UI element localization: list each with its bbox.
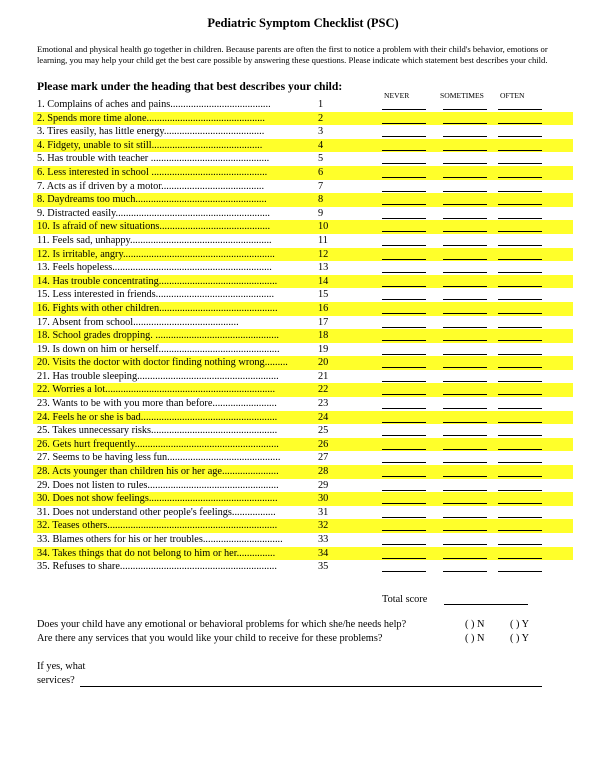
answer-blank-sometimes[interactable] xyxy=(443,490,487,491)
answer-blank-sometimes[interactable] xyxy=(443,422,487,423)
symptom-text: 3. Tires easily, has little energy....................................... xyxy=(37,126,265,138)
answer-blank-often[interactable] xyxy=(498,571,542,572)
answer-blank-often[interactable] xyxy=(498,340,542,341)
symptom-number: 12 xyxy=(318,248,329,260)
answer-blank-never[interactable] xyxy=(382,517,426,518)
symptom-row xyxy=(0,220,606,234)
answer-blank-never[interactable] xyxy=(382,150,426,151)
symptom-number: 6 xyxy=(318,166,324,178)
answer-blank-often[interactable] xyxy=(498,109,542,110)
symptom-row xyxy=(0,234,606,248)
symptom-text: 17. Absent from school......................................... xyxy=(37,316,239,328)
answer-blank-never[interactable] xyxy=(382,367,426,368)
answer-blank-often[interactable] xyxy=(498,394,542,395)
symptom-number: 10 xyxy=(318,221,329,233)
answer-blank-often[interactable] xyxy=(498,191,542,192)
symptom-row xyxy=(0,519,606,533)
answer-blank-sometimes[interactable] xyxy=(443,272,487,273)
answer-blank-sometimes[interactable] xyxy=(443,109,487,110)
column-header-often: OFTEN xyxy=(500,91,525,100)
answer-blank-often[interactable] xyxy=(498,245,542,246)
column-header-sometimes: SOMETIMES xyxy=(440,91,484,100)
page-title: Pediatric Symptom Checklist (PSC) xyxy=(207,16,399,30)
answer-blank-sometimes[interactable] xyxy=(443,367,487,368)
symptom-number: 32 xyxy=(318,520,329,532)
answer-blank-sometimes[interactable] xyxy=(443,408,487,409)
answer-blank-sometimes[interactable] xyxy=(443,476,487,477)
symptom-row xyxy=(0,383,606,397)
symptom-number: 26 xyxy=(318,438,329,450)
symptom-row xyxy=(0,275,606,289)
answer-blank-sometimes[interactable] xyxy=(443,259,487,260)
symptom-row xyxy=(0,248,606,262)
answer-blank-often[interactable] xyxy=(498,462,542,463)
symptom-row xyxy=(0,506,606,520)
symptom-text: 35. Refuses to share............................................................. xyxy=(37,561,277,573)
symptom-number: 15 xyxy=(318,289,329,301)
answer-blank-never[interactable] xyxy=(382,449,426,450)
symptom-number: 19 xyxy=(318,343,329,355)
symptom-number: 22 xyxy=(318,384,329,396)
symptom-text: 25. Takes unnecessary risks................................................. xyxy=(37,425,278,437)
symptom-text: 27. Seems to be having less fun............................................ xyxy=(37,452,281,464)
symptom-row xyxy=(0,560,606,574)
intro-paragraph: Emotional and physical health go together in children. Because parents are often the first to notice a problem with their child's behavior, emotions or learning, you may help your child get the best care possible by answering these questions. Please indicate which statement best describes your child. xyxy=(37,44,548,66)
symptom-number: 29 xyxy=(318,479,329,491)
symptom-row xyxy=(0,424,606,438)
answer-blank-never[interactable] xyxy=(382,354,426,355)
symptom-text: 18. School grades dropping. ................................................ xyxy=(37,330,279,342)
answer-blank-sometimes[interactable] xyxy=(443,150,487,151)
symptom-text: 29. Does not listen to rules................................................... xyxy=(37,479,279,491)
answer-blank-often[interactable] xyxy=(498,354,542,355)
symptom-row xyxy=(0,166,606,180)
answer-blank-never[interactable] xyxy=(382,245,426,246)
symptom-number: 28 xyxy=(318,466,329,478)
symptom-row xyxy=(0,479,606,493)
symptom-text: 28. Acts younger than children his or her age...................... xyxy=(37,466,279,478)
symptom-text: 11. Feels sad, unhappy....................................................... xyxy=(37,234,272,246)
answer-blank-often[interactable] xyxy=(498,123,542,124)
answer-blank-never[interactable] xyxy=(382,109,426,110)
symptom-text: 19. Is down on him or herself............................................... xyxy=(37,343,280,355)
symptom-row xyxy=(0,180,606,194)
answer-blank-sometimes[interactable] xyxy=(443,544,487,545)
symptom-text: 1. Complains of aches and pains....................................... xyxy=(37,99,271,110)
answer-blank-sometimes[interactable] xyxy=(443,245,487,246)
answer-blank-never[interactable] xyxy=(382,136,426,137)
answer-blank-often[interactable] xyxy=(498,150,542,151)
symptom-row xyxy=(0,139,606,153)
symptom-row xyxy=(0,152,606,166)
answer-blank-often[interactable] xyxy=(498,272,542,273)
column-header-never: NEVER xyxy=(384,91,410,100)
answer-blank-sometimes[interactable] xyxy=(443,571,487,572)
symptom-text: 15. Less interested in friends.............................................. xyxy=(37,289,275,301)
symptom-number: 7 xyxy=(318,180,324,192)
answer-blank-never[interactable] xyxy=(382,435,426,436)
answer-blank-never[interactable] xyxy=(382,408,426,409)
symptom-row xyxy=(0,112,606,126)
instruction-heading: Please mark under the heading that best describes your child: xyxy=(37,80,343,93)
answer-blank-often[interactable] xyxy=(498,299,542,300)
symptom-row xyxy=(0,261,606,275)
answer-blank-often[interactable] xyxy=(498,259,542,260)
answer-blank-often[interactable] xyxy=(498,503,542,504)
symptom-number: 27 xyxy=(318,452,329,464)
symptom-text: 26. Gets hurt frequently........................................................ xyxy=(37,438,279,450)
answer-blank-sometimes[interactable] xyxy=(443,299,487,300)
symptom-row xyxy=(0,329,606,343)
question2-no-option[interactable]: ( ) N xyxy=(465,633,485,644)
answer-blank-often[interactable] xyxy=(498,517,542,518)
symptom-number: 30 xyxy=(318,493,329,505)
answer-blank-often[interactable] xyxy=(498,408,542,409)
answer-blank-sometimes[interactable] xyxy=(443,394,487,395)
symptom-number: 31 xyxy=(318,506,329,518)
symptom-text: 10. Is afraid of new situations........................................... xyxy=(37,221,271,233)
symptom-text: 30. Does not show feelings.................................................. xyxy=(37,493,278,505)
symptom-text: 24. Feels he or she is bad..................................................... xyxy=(37,411,278,423)
answer-blank-never[interactable] xyxy=(382,327,426,328)
answer-blank-often[interactable] xyxy=(498,367,542,368)
symptom-number: 4 xyxy=(318,139,324,151)
symptom-number: 17 xyxy=(318,316,329,328)
answer-blank-sometimes[interactable] xyxy=(443,136,487,137)
symptom-row xyxy=(0,193,606,207)
symptom-number: 13 xyxy=(318,262,329,274)
symptom-text: 4. Fidgety, unable to sit still........................................... xyxy=(37,139,263,151)
answer-blank-never[interactable] xyxy=(382,462,426,463)
symptom-row xyxy=(0,125,606,139)
answer-blank-often[interactable] xyxy=(498,313,542,314)
symptom-text: 13. Feels hopeless.............................................................. xyxy=(37,262,272,274)
answer-blank-sometimes[interactable] xyxy=(443,231,487,232)
answer-blank-sometimes[interactable] xyxy=(443,204,487,205)
symptom-number: 3 xyxy=(318,126,324,138)
symptom-row xyxy=(0,302,606,316)
total-score-field[interactable] xyxy=(444,604,528,605)
answer-blank-sometimes[interactable] xyxy=(443,435,487,436)
answer-blank-often[interactable] xyxy=(498,544,542,545)
answer-blank-sometimes[interactable] xyxy=(443,327,487,328)
symptom-row xyxy=(0,288,606,302)
answer-blank-never[interactable] xyxy=(382,163,426,164)
answer-blank-sometimes[interactable] xyxy=(443,218,487,219)
symptom-text: 9. Distracted easily............................................................ xyxy=(37,207,270,219)
answer-blank-often[interactable] xyxy=(498,435,542,436)
answer-blank-never[interactable] xyxy=(382,490,426,491)
symptom-list xyxy=(0,98,606,574)
symptom-number: 1 xyxy=(318,99,324,110)
answer-blank-often[interactable] xyxy=(498,558,542,559)
answer-blank-never[interactable] xyxy=(382,191,426,192)
answer-blank-sometimes[interactable] xyxy=(443,313,487,314)
symptom-number: 11 xyxy=(318,234,328,246)
answer-blank-often[interactable] xyxy=(498,286,542,287)
symptom-number: 25 xyxy=(318,425,329,437)
answer-blank-sometimes[interactable] xyxy=(443,354,487,355)
symptom-number: 2 xyxy=(318,112,324,124)
answer-blank-sometimes[interactable] xyxy=(443,286,487,287)
answer-blank-sometimes[interactable] xyxy=(443,123,487,124)
question1-no-option[interactable]: ( ) N xyxy=(465,619,485,630)
symptom-row xyxy=(0,451,606,465)
question-services: Are there any services that you would like your child to receive for these problems? xyxy=(37,633,383,644)
symptom-row xyxy=(0,465,606,479)
symptom-text: 2. Spends more time alone.............................................. xyxy=(37,112,265,124)
symptom-number: 8 xyxy=(318,194,324,206)
answer-blank-never[interactable] xyxy=(382,571,426,572)
symptom-number: 34 xyxy=(318,547,329,559)
symptom-text: 32. Teases others.................................................................. xyxy=(37,520,278,532)
answer-blank-sometimes[interactable] xyxy=(443,340,487,341)
answer-blank-never[interactable] xyxy=(382,381,426,382)
answer-blank-never[interactable] xyxy=(382,422,426,423)
answer-blank-sometimes[interactable] xyxy=(443,558,487,559)
answer-blank-never[interactable] xyxy=(382,340,426,341)
answer-blank-never[interactable] xyxy=(382,530,426,531)
answer-blank-often[interactable] xyxy=(498,218,542,219)
answer-blank-never[interactable] xyxy=(382,204,426,205)
symptom-row xyxy=(0,316,606,330)
answer-blank-sometimes[interactable] xyxy=(443,517,487,518)
symptom-row xyxy=(0,370,606,384)
question-emotional-problems: Does your child have any emotional or behavioral problems for which she/he needs help? xyxy=(37,619,407,630)
answer-blank-never[interactable] xyxy=(382,259,426,260)
symptom-number: 35 xyxy=(318,561,329,573)
services-field[interactable] xyxy=(80,686,542,687)
symptom-number: 14 xyxy=(318,275,329,287)
symptom-text: 6. Less interested in school ............................................. xyxy=(37,166,268,178)
symptom-row xyxy=(0,356,606,370)
symptom-text: 5. Has trouble with teacher .............................................. xyxy=(37,153,270,165)
symptom-number: 9 xyxy=(318,207,324,219)
symptom-row xyxy=(0,343,606,357)
answer-blank-never[interactable] xyxy=(382,394,426,395)
answer-blank-never[interactable] xyxy=(382,558,426,559)
symptom-text: 22. Worries a lot.................................................................. xyxy=(37,384,276,396)
answer-blank-never[interactable] xyxy=(382,272,426,273)
symptom-number: 24 xyxy=(318,411,329,423)
symptom-row xyxy=(0,438,606,452)
symptom-number: 20 xyxy=(318,357,329,369)
answer-blank-often[interactable] xyxy=(498,204,542,205)
answer-blank-sometimes[interactable] xyxy=(443,191,487,192)
answer-blank-often[interactable] xyxy=(498,231,542,232)
symptom-number: 23 xyxy=(318,398,329,410)
answer-blank-often[interactable] xyxy=(498,327,542,328)
symptom-text: 7. Acts as if driven by a motor........................................ xyxy=(37,180,265,192)
answer-blank-often[interactable] xyxy=(498,490,542,491)
symptom-row xyxy=(0,411,606,425)
answer-blank-sometimes[interactable] xyxy=(443,530,487,531)
answer-blank-often[interactable] xyxy=(498,530,542,531)
symptom-text: 12. Is irritable, angry........................................................... xyxy=(37,248,275,260)
answer-blank-often[interactable] xyxy=(498,136,542,137)
answer-blank-never[interactable] xyxy=(382,286,426,287)
answer-blank-sometimes[interactable] xyxy=(443,462,487,463)
symptom-text: 34. Takes things that do not belong to him or her............... xyxy=(37,547,276,559)
symptom-row xyxy=(0,207,606,221)
answer-blank-sometimes[interactable] xyxy=(443,177,487,178)
symptom-text: 20. Visits the doctor with doctor finding nothing wrong......... xyxy=(37,357,288,369)
symptom-number: 18 xyxy=(318,330,329,342)
symptom-text: 16. Fights with other children.............................................. xyxy=(37,302,278,314)
question2-yes-option[interactable]: ( ) Y xyxy=(510,633,530,644)
symptom-number: 16 xyxy=(318,302,329,314)
symptom-text: 23. Wants to be with you more than before......................... xyxy=(37,398,277,410)
total-score-label: Total score xyxy=(382,594,428,605)
symptom-number: 33 xyxy=(318,534,329,545)
answer-blank-never[interactable] xyxy=(382,544,426,545)
answer-blank-never[interactable] xyxy=(382,231,426,232)
question1-yes-option[interactable]: ( ) Y xyxy=(510,619,530,630)
symptom-text: 31. Does not understand other people's feelings................. xyxy=(37,506,276,518)
symptom-row xyxy=(0,547,606,561)
answer-blank-sometimes[interactable] xyxy=(443,163,487,164)
symptom-row xyxy=(0,98,606,112)
symptom-text: 33. Blames others for his or her troubles............................... xyxy=(37,534,283,545)
symptom-number: 21 xyxy=(318,370,329,382)
services-label: services? xyxy=(37,675,75,686)
answer-blank-often[interactable] xyxy=(498,422,542,423)
symptom-number: 5 xyxy=(318,153,324,165)
symptom-row xyxy=(0,533,606,547)
answer-blank-never[interactable] xyxy=(382,476,426,477)
symptom-text: 21. Has trouble sleeping....................................................... xyxy=(37,370,279,382)
symptom-row xyxy=(0,492,606,506)
answer-blank-often[interactable] xyxy=(498,381,542,382)
symptom-text: 14. Has trouble concentrating.............................................. xyxy=(37,275,278,287)
answer-blank-often[interactable] xyxy=(498,476,542,477)
answer-blank-often[interactable] xyxy=(498,163,542,164)
answer-blank-sometimes[interactable] xyxy=(443,449,487,450)
answer-blank-never[interactable] xyxy=(382,123,426,124)
answer-blank-often[interactable] xyxy=(498,177,542,178)
if-yes-label: If yes, what xyxy=(37,661,86,672)
symptom-row xyxy=(0,397,606,411)
answer-blank-sometimes[interactable] xyxy=(443,381,487,382)
answer-blank-never[interactable] xyxy=(382,218,426,219)
answer-blank-never[interactable] xyxy=(382,177,426,178)
answer-blank-sometimes[interactable] xyxy=(443,503,487,504)
answer-blank-never[interactable] xyxy=(382,313,426,314)
answer-blank-never[interactable] xyxy=(382,503,426,504)
answer-blank-never[interactable] xyxy=(382,299,426,300)
symptom-text: 8. Daydreams too much................................................... xyxy=(37,194,267,206)
answer-blank-often[interactable] xyxy=(498,449,542,450)
